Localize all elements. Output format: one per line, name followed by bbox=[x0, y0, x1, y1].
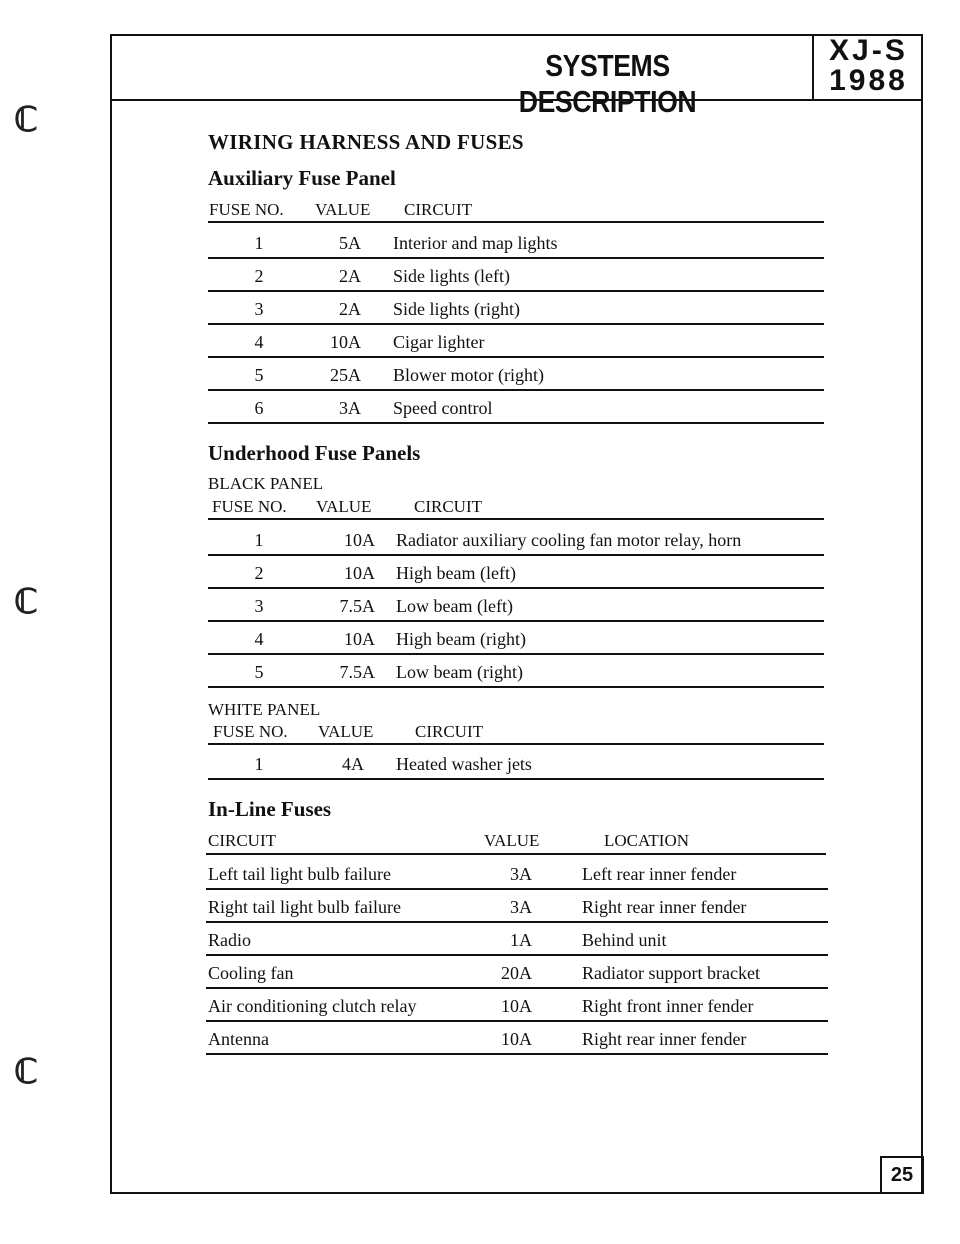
fuse-number: 5 bbox=[254, 662, 264, 682]
fuse-circuit: Radiator auxiliary cooling fan motor relay, horn bbox=[396, 530, 742, 550]
binder-mark-bottom: ℂ bbox=[14, 1054, 38, 1091]
fuse-value: 10A bbox=[344, 563, 375, 583]
fuse-value: 7.5A bbox=[339, 596, 375, 616]
row-rule bbox=[208, 257, 824, 259]
binder-mark-top: ℂ bbox=[14, 102, 38, 139]
fuse-number: 1 bbox=[254, 530, 264, 550]
fuse-no-column-header: FUSE NO. bbox=[209, 200, 284, 219]
fuse-number: 2 bbox=[254, 563, 264, 583]
value-column-header: VALUE bbox=[318, 722, 374, 741]
row-rule bbox=[208, 422, 824, 424]
fuse-number: 3 bbox=[254, 596, 264, 616]
auxiliary-heading: Auxiliary Fuse Panel bbox=[208, 166, 396, 190]
inline-circuit: Right tail light bulb failure bbox=[208, 897, 401, 917]
row-rule bbox=[208, 686, 824, 688]
row-rule bbox=[208, 389, 824, 391]
value-column-header: VALUE bbox=[316, 497, 372, 516]
fuse-circuit: Blower motor (right) bbox=[393, 365, 544, 385]
fuse-number: 2 bbox=[254, 266, 264, 286]
circuit-column-header: CIRCUIT bbox=[208, 831, 276, 850]
inline-circuit: Antenna bbox=[208, 1029, 269, 1049]
fuse-circuit: Heated washer jets bbox=[396, 754, 532, 774]
inline-location: Right rear inner fender bbox=[582, 1029, 747, 1049]
value-column-header: VALUE bbox=[315, 200, 371, 219]
page-header-title: SYSTEMS DESCRIPTION bbox=[518, 48, 697, 119]
fuse-no-column-header: FUSE NO. bbox=[212, 497, 287, 516]
fuse-number: 6 bbox=[254, 398, 264, 418]
fuse-number: 4 bbox=[254, 629, 264, 649]
fuse-circuit: Low beam (right) bbox=[396, 662, 523, 682]
fuse-circuit: Side lights (right) bbox=[393, 299, 520, 319]
fuse-value: 7.5A bbox=[339, 662, 375, 682]
fuse-number: 1 bbox=[254, 233, 264, 253]
fuse-number: 4 bbox=[254, 332, 264, 352]
fuse-no-column-header: FUSE NO. bbox=[213, 722, 288, 741]
fuse-value: 2A bbox=[339, 266, 361, 286]
inline-location: Radiator support bracket bbox=[582, 963, 760, 983]
inline-circuit: Left tail light bulb failure bbox=[208, 864, 391, 884]
header-rule bbox=[208, 221, 824, 223]
row-rule bbox=[208, 587, 824, 589]
inline-circuit: Cooling fan bbox=[208, 963, 294, 983]
fuse-circuit: Cigar lighter bbox=[393, 332, 485, 352]
row-rule bbox=[208, 554, 824, 556]
circuit-column-header: CIRCUIT bbox=[414, 497, 482, 516]
circuit-column-header: CIRCUIT bbox=[404, 200, 472, 219]
row-rule bbox=[208, 356, 824, 358]
fuse-value: 25A bbox=[330, 365, 361, 385]
inline-circuit: Radio bbox=[208, 930, 251, 950]
inline-value: 3A bbox=[510, 897, 532, 917]
fuse-circuit: Interior and map lights bbox=[393, 233, 558, 253]
row-rule bbox=[206, 1053, 828, 1055]
fuse-circuit: Side lights (left) bbox=[393, 266, 510, 286]
header-rule bbox=[208, 518, 824, 520]
row-rule bbox=[208, 653, 824, 655]
fuse-value: 3A bbox=[339, 398, 361, 418]
row-rule bbox=[206, 888, 828, 890]
row-rule bbox=[206, 954, 828, 956]
section-title: WIRING HARNESS AND FUSES bbox=[208, 130, 524, 154]
fuse-value: 4A bbox=[342, 754, 364, 774]
location-column-header: LOCATION bbox=[604, 831, 689, 850]
row-rule bbox=[208, 620, 824, 622]
inline-heading: In-Line Fuses bbox=[208, 797, 332, 821]
fuse-value: 10A bbox=[344, 629, 375, 649]
fuse-circuit: Speed control bbox=[393, 398, 493, 418]
inline-value: 20A bbox=[501, 963, 532, 983]
fuse-circuit: High beam (right) bbox=[396, 629, 526, 649]
model-year-box bbox=[812, 34, 923, 101]
value-column-header: VALUE bbox=[484, 831, 540, 850]
black-panel-label: BLACK PANEL bbox=[208, 474, 324, 493]
white-panel-label: WHITE PANEL bbox=[208, 700, 321, 719]
inline-circuit: Air conditioning clutch relay bbox=[208, 996, 417, 1016]
page-number: 25 bbox=[880, 1156, 924, 1194]
fuse-number: 1 bbox=[254, 754, 264, 774]
row-rule bbox=[206, 987, 828, 989]
row-rule bbox=[206, 1020, 828, 1022]
underhood-heading: Underhood Fuse Panels bbox=[208, 441, 421, 465]
fuse-value: 2A bbox=[339, 299, 361, 319]
inline-location: Right rear inner fender bbox=[582, 897, 747, 917]
inline-value: 10A bbox=[501, 1029, 532, 1049]
fuse-value: 10A bbox=[330, 332, 361, 352]
model-label: XJ-S bbox=[829, 34, 908, 67]
header-rule bbox=[206, 853, 826, 855]
row-rule bbox=[206, 921, 828, 923]
inline-location: Behind unit bbox=[582, 930, 667, 950]
header-rule bbox=[208, 743, 824, 745]
inline-location: Right front inner fender bbox=[582, 996, 754, 1016]
row-rule bbox=[208, 290, 824, 292]
year-label: 1988 bbox=[829, 64, 908, 97]
fuse-number: 3 bbox=[254, 299, 264, 319]
inline-location: Left rear inner fender bbox=[582, 864, 737, 884]
fuse-number: 5 bbox=[254, 365, 264, 385]
row-rule bbox=[208, 778, 824, 780]
inline-value: 10A bbox=[501, 996, 532, 1016]
circuit-column-header: CIRCUIT bbox=[415, 722, 483, 741]
fuse-value: 10A bbox=[344, 530, 375, 550]
fuse-circuit: High beam (left) bbox=[396, 563, 516, 583]
inline-value: 1A bbox=[510, 930, 532, 950]
inline-value: 3A bbox=[510, 864, 532, 884]
row-rule bbox=[208, 323, 824, 325]
fuse-circuit: Low beam (left) bbox=[396, 596, 513, 616]
binder-mark-middle: ℂ bbox=[14, 584, 38, 621]
fuse-value: 5A bbox=[339, 233, 361, 253]
